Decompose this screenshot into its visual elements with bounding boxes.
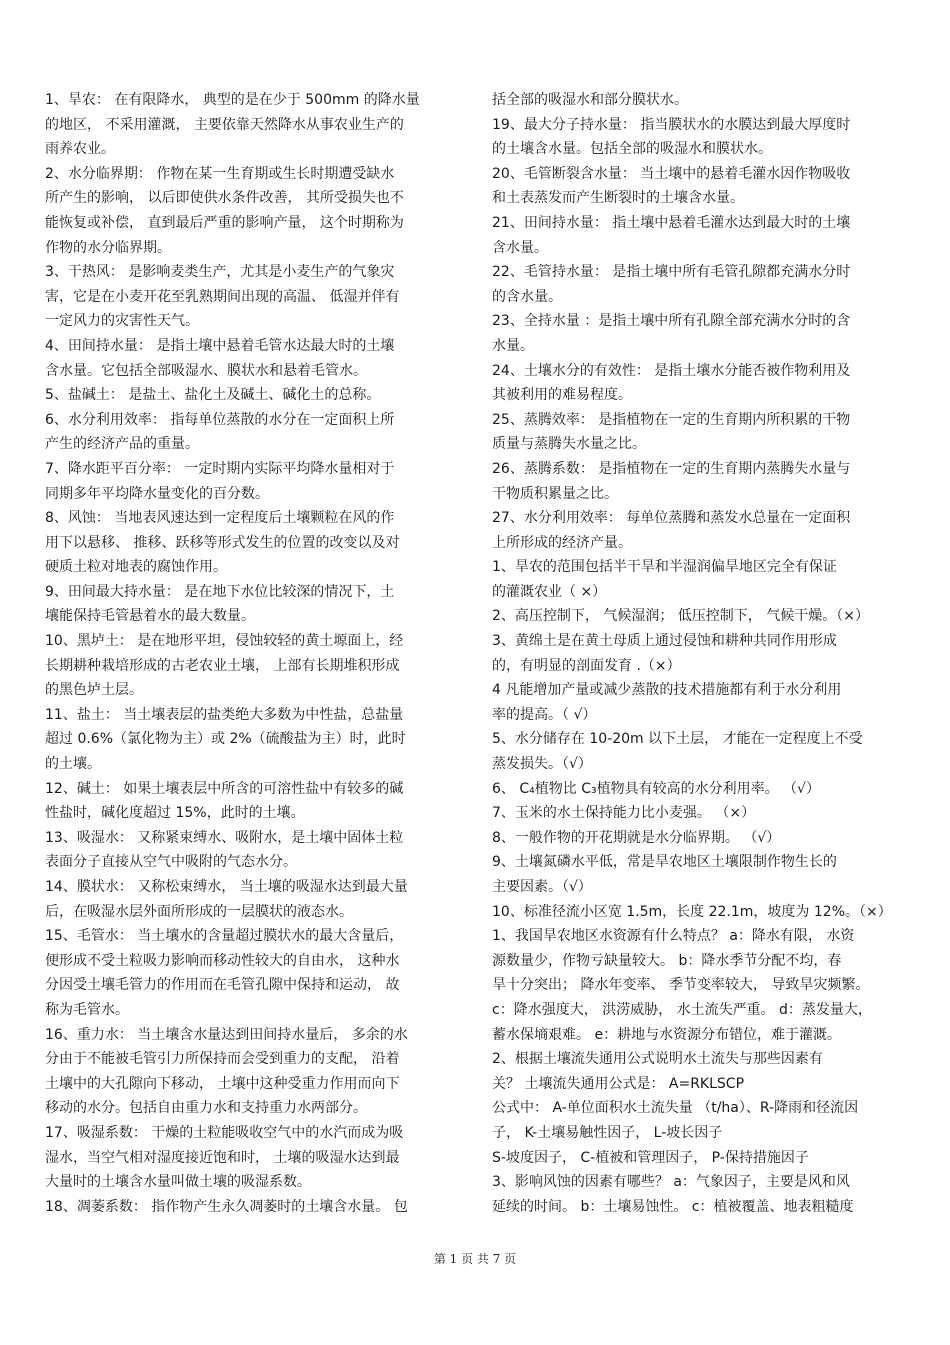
text-line: 蓄水保墒艰难。 e：耕地与水资源分布错位，难于灌溉。 — [492, 1026, 842, 1043]
text-line: 所产生的影响， 以后即使供水条件改善， 其所受损失也不 — [45, 190, 404, 207]
text-line: 能恢复或补偿， 直到最后严重的影响产量， 这个时期称为 — [45, 214, 404, 231]
text-line: 分因受土壤毛管力的作用而在毛管孔隙中保持和运动， 故 — [45, 977, 400, 994]
text-line: 质量与蒸腾失水量之比。 — [492, 436, 646, 453]
text-line: 3、黄绵土是在黄土母质上通过侵蚀和耕种共同作用形成 — [492, 633, 837, 650]
text-line: 子， K-土壤易触性因子， L-坡长因子 — [492, 1124, 723, 1141]
text-line: 6、 C₄植物比 C₃植物具有较高的水分利用率。 （√） — [492, 780, 820, 797]
text-line: c：降水强度大， 洪涝威胁， 水土流失严重。 d：蒸发量大， — [492, 1001, 872, 1018]
text-line: 害，它是在小麦开花至乳熟期间出现的高温、 低湿并伴有 — [45, 288, 400, 305]
text-line: 10、黑垆土： 是在地形平坦，侵蚀较轻的黄土塬面上，经 — [45, 633, 404, 650]
text-line: 11、盐土： 当土壤表层的盐类绝大多数为中性盐，总盐量 — [45, 706, 404, 723]
text-line: 7、降水距平百分率： 一定时期内实际平均降水量相对于 — [45, 460, 395, 477]
text-line: 称为毛管水。 — [45, 1001, 129, 1018]
text-line: 10、标准径流小区宽 1.5m，长度 22.1m，坡度为 12%。（×） — [492, 903, 892, 920]
text-line: 率的提高。（ √） — [492, 706, 597, 723]
text-line: 雨养农业。 — [45, 141, 115, 158]
text-line: 的土壤含水量。包括全部的吸湿水和膜状水。 — [492, 141, 772, 158]
text-line: 4 凡能增加产量或减少蒸散的技术措施都有利于水分利用 — [492, 682, 842, 699]
text-line: 水量。 — [492, 337, 534, 354]
text-line: 6、水分利用效率： 指每单位蒸散的水分在一定面积上所 — [45, 411, 395, 428]
text-line: 用下以悬移、 推移、跃移等形式发生的位置的改变以及对 — [45, 534, 400, 551]
text-line: 旱十分突出； 降水年变率、 季节变率较大， 导致旱灾频繁。 — [492, 977, 870, 994]
text-line: 同期多年平均降水量变化的百分数。 — [45, 485, 269, 502]
text-line: 18、凋萎系数： 指作物产生永久凋萎时的土壤含水量。 包 — [45, 1198, 408, 1215]
text-line: 延续的时间。 b：土壤易蚀性。 c：植被覆盖、地表粗糙度 — [492, 1198, 854, 1215]
text-line: 1、旱农的范围包括半干旱和半湿润偏旱地区完全有保证 — [492, 559, 837, 576]
text-line: 4、田间持水量： 是指土壤中悬着毛管水达最大时的土壤 — [45, 337, 395, 354]
text-line: 26、蒸腾系数： 是指植物在一定的生育期内蒸腾失水量与 — [492, 460, 851, 477]
text-line: 上所形成的经济产量。 — [492, 534, 632, 551]
text-line: 25、蒸腾效率： 是指植物在一定的生育期内所积累的干物 — [492, 411, 851, 428]
text-line: 长期耕种栽培形成的古老农业土壤， 上部有长期堆积形成 — [45, 657, 400, 674]
text-line: 15、毛管水： 当土壤水的含量超过膜状水的最大含量后， — [45, 928, 404, 945]
text-line: 1、旱农： 在有限降水， 典型的是在少于 500mm 的降水量 — [45, 92, 420, 108]
text-line: 14、膜状水： 又称松束缚水， 当土壤的吸湿水达到最大量 — [45, 879, 408, 895]
page-footer: 第 1 页 共 7 页 — [433, 1252, 517, 1266]
text-line: 大量时的土壤含水量叫做土壤的吸湿系数。 — [45, 1174, 311, 1191]
text-line: 主要因素。（√） — [492, 879, 592, 895]
text-line: 3、影响风蚀的因素有哪些？ a：气象因子，主要是风和风 — [492, 1174, 850, 1191]
text-line: 7、玉米的水土保持能力比小麦强。 （×） — [492, 805, 756, 822]
text-line: 分由于不能被毛管引力所保持而会受到重力的支配， 沿着 — [45, 1051, 400, 1068]
text-line: 2、根据土壤流失通用公式说明水土流失与那些因素有 — [492, 1051, 823, 1068]
text-line: 20、毛管断裂含水量： 当土壤中的悬着毛灌水因作物吸收 — [492, 165, 851, 182]
text-line: 12、碱土： 如果土壤表层中所含的可溶性盐中有较多的碱 — [45, 780, 404, 797]
text-line: 公式中： A-单位面积水土流失量 （t/ha）、R-降雨和径流因 — [492, 1100, 859, 1117]
text-line: 的地区， 不采用灌溉， 主要依靠天然降水从事农业生产的 — [45, 116, 404, 133]
text-line: 13、吸湿水： 又称紧束缚水、吸附水，是土壤中固体土粒 — [45, 829, 404, 846]
text-line: 湿水，当空气相对湿度接近饱和时， 土壤的吸湿水达到最 — [45, 1149, 400, 1166]
text-line: 8、风蚀： 当地表风速达到一定程度后土壤颗粒在风的作 — [45, 510, 395, 527]
text-line: 5、盐碱土： 是盐土、盐化土及碱土、碱化土的总称。 — [45, 387, 381, 404]
text-line: 含水量。它包括全部吸湿水、膜状水和悬着毛管水。 — [45, 362, 367, 379]
text-line: 产生的经济产品的重量。 — [45, 436, 199, 453]
text-line: 5、水分储存在 10-20m 以下土层， 才能在一定程度上不受 — [492, 731, 863, 748]
text-line: 2、高压控制下， 气候湿润； 低压控制下， 气候干燥。（×） — [492, 608, 869, 625]
text-line: 后，在吸湿水层外面所形成的一层膜状的液态水。 — [45, 903, 353, 920]
text-line: 2、水分临界期： 作物在某一生育期或生长时期遭受缺水 — [45, 165, 395, 182]
text-line: 性盐时，碱化度超过 15%，此时的土壤。 — [45, 805, 305, 822]
text-line: 含水量。 — [492, 239, 548, 256]
text-line: 表面分子直接从空气中吸附的气态水分。 — [45, 854, 297, 871]
text-line: 8、一般作物的开花期就是水分临界期。 （√） — [492, 829, 781, 846]
text-line: 关？ 土壤流失通用公式是： A=RKLSCP — [492, 1075, 745, 1092]
text-line: 9、田间最大持水量： 是在地下水位比较深的情况下，土 — [45, 583, 395, 600]
text-line: 9、土壤氮磷水平低，常是旱农地区土壤限制作物生长的 — [492, 854, 837, 871]
text-line: 的，有明显的剖面发育 .（×） — [492, 657, 681, 674]
text-line: 硬质土粒对地表的腐蚀作用。 — [45, 559, 227, 576]
text-line: 21、田间持水量： 指土壤中悬着毛灌水达到最大时的土壤 — [492, 214, 851, 231]
text-line: 23、全持水量 ：是指土壤中所有孔隙全部充满水分时的含 — [492, 313, 851, 330]
text-line: 17、吸湿系数： 干燥的土粒能吸收空气中的水汽而成为吸 — [45, 1124, 404, 1141]
text-line: 一定风力的灾害性天气。 — [45, 313, 199, 330]
text-line: 其被利用的难易程度。 — [492, 387, 632, 404]
text-line: 土壤中的大孔隙向下移动， 土壤中这种受重力作用而向下 — [45, 1075, 400, 1092]
text-line: 蒸发损失。（√） — [492, 756, 592, 773]
text-line: 19、最大分子持水量： 指当膜状水的水膜达到最大厚度时 — [492, 116, 851, 133]
text-line: 的含水量。 — [492, 288, 562, 305]
text-line: 3、干热风： 是影响麦类生产，尤其是小麦生产的气象灾 — [45, 264, 395, 281]
text-line: 超过 0.6%（氯化物为主）或 2%（硫酸盐为主）时，此时 — [45, 731, 406, 748]
text-line: 源数量少，作物亏缺量较大。 b：降水季节分配不均，春 — [492, 952, 842, 969]
text-line: 作物的水分临界期。 — [45, 239, 171, 256]
text-line: 括全部的吸湿水和部分膜状水。 — [492, 92, 688, 108]
text-line: 壤能保持毛管悬着水的最大数量。 — [45, 608, 255, 625]
text-line: 27、水分利用效率： 每单位蒸腾和蒸发水总量在一定面积 — [492, 510, 851, 527]
text-line: 的灌溉农业（ ×） — [492, 583, 607, 600]
text-line: 的黑色垆土层。 — [45, 682, 143, 699]
right-column — [492, 88, 912, 1219]
text-line: 16、重力水： 当土壤含水量达到田间持水量后， 多余的水 — [45, 1026, 408, 1043]
text-line: 和土表蒸发而产生断裂时的土壤含水量。 — [492, 190, 744, 207]
text-line: 便形成不受土粒吸力影响而移动性较大的自由水， 这种水 — [45, 952, 400, 969]
text-line: S-坡度因子， C-植被和管理因子， P-保持措施因子 — [492, 1149, 809, 1166]
text-line: 22、毛管持水量： 是指土壤中所有毛管孔隙都充满水分时 — [492, 264, 851, 281]
left-column — [45, 88, 470, 1219]
text-line: 24、土壤水分的有效性： 是指土壤水分能否被作物利用及 — [492, 362, 851, 379]
text-line: 的土壤。 — [45, 756, 101, 773]
text-line: 移动的水分。包括自由重力水和支持重力水两部分。 — [45, 1100, 367, 1117]
text-line: 干物质积累量之比。 — [492, 485, 618, 502]
text-line: 1、我国旱农地区水资源有什么特点？ a：降水有限， 水资 — [492, 928, 855, 945]
